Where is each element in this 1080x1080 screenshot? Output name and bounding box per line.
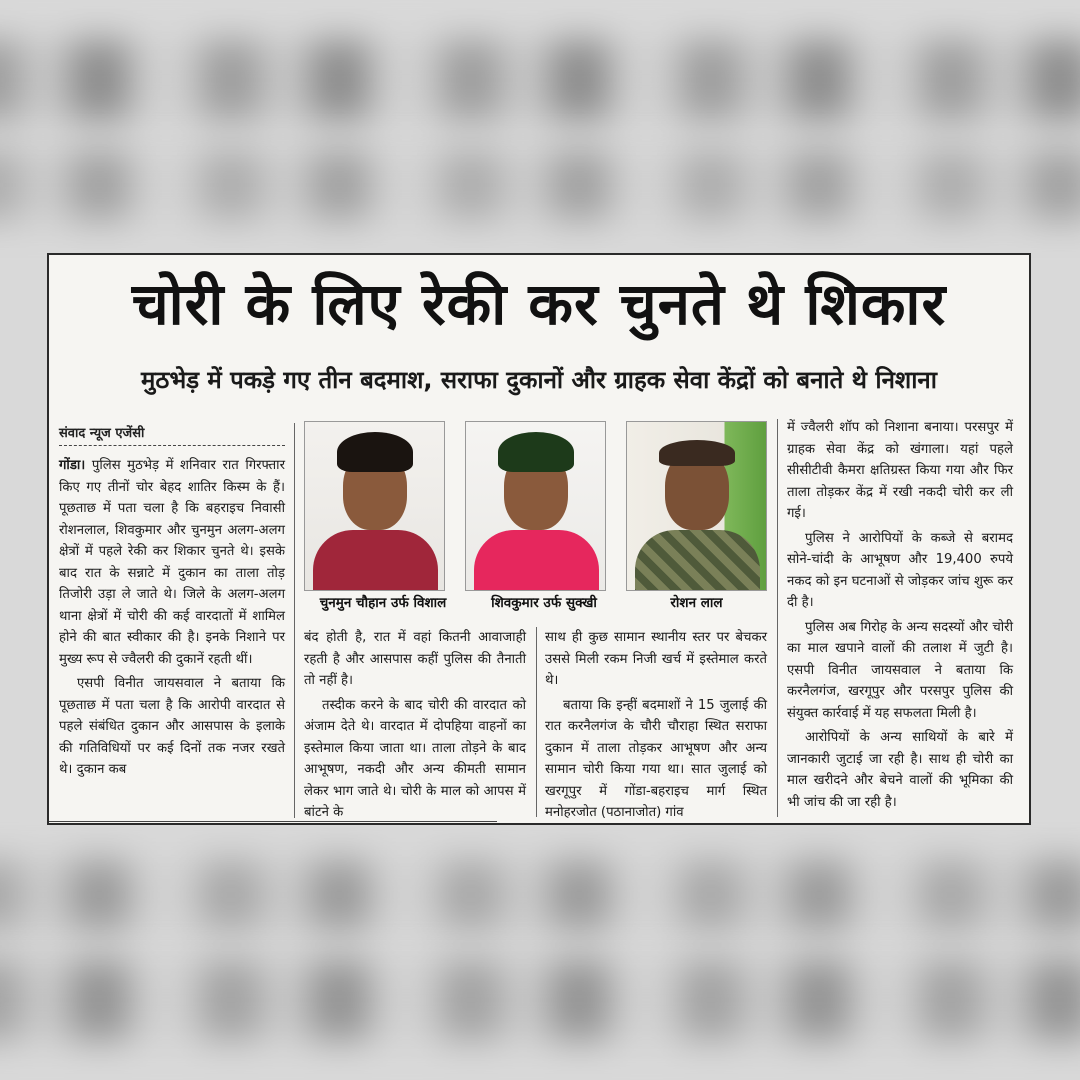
bottom-rule — [49, 821, 497, 822]
shirt-shape — [474, 530, 599, 591]
suspect-photo — [304, 421, 445, 591]
paragraph: तस्दीक करने के बाद चोरी की वारदात को अंजाम देते थे। वारदात में दोपहिया वाहनों का इस्तेमाल किया जाता था। ताला तोड़ने के बाद आभूषण, नकदी और अन्य कीमती सामान लेकर भाग जाते थे। चोरी के माल को आपस में बांटने के — [304, 697, 526, 820]
hair-shape — [659, 440, 735, 466]
suspect-photo — [626, 421, 767, 591]
paragraph: पुलिस ने आरोपियों के कब्जे से बरामद सोने-चांदी के आभूषण और 19,400 रुपये नकद को इन घटनाओं से जोड़कर जांच शुरू कर दी है। — [787, 530, 1013, 610]
shirt-shape — [313, 530, 438, 591]
article-column-1 — [59, 455, 285, 784]
paragraph: पुलिस अब गिरोह के अन्य सदस्यों और चोरी का माल खपाने वालों की तलाश में जुटी है। एसपी विनीत जायसवाल ने बताया कि करनैलगंज, खरगूपुर और परसपुर पुलिस की संयुक्त कार्रवाई में यह सफलता मिली है। — [787, 619, 1013, 721]
blurred-band — [0, 40, 1080, 120]
byline: संवाद न्यूज एजेंसी — [59, 423, 285, 446]
paragraph — [59, 455, 285, 670]
suspect-photo — [465, 421, 606, 591]
blurred-band — [0, 150, 1080, 220]
photo-caption: चुनमुन चौहान उर्फ विशाल — [319, 595, 447, 611]
shirt-shape — [635, 530, 760, 591]
photo-caption: रोशन लाल — [670, 595, 723, 611]
dateline: गोंडा। — [59, 458, 86, 473]
blurred-band — [0, 860, 1080, 930]
article-column-2 — [304, 627, 526, 825]
paragraph: आरोपियों के अन्य साथियों के बारे में जानकारी जुटाई जा रही है। साथ ही चोरी का माल खरीदने और बेचने वालों की भूमिका की भी जांच की जा रही है। — [787, 730, 1013, 810]
paragraph: बताया कि इन्हीं बदमाशों ने 15 जुलाई की रात करनैलगंज के चौरी चौराहा स्थित सराफा दुकान में ताला तोड़कर आभूषण और अन्य सामान चोरी किया गया था। सात जुलाई को खरगूपुर में गोंडा-बहराइच मार्ग स्थित मनोहरजोत (पठानाजोत) गांव — [545, 697, 767, 820]
paragraph-text: पुलिस मुठभेड़ में शनिवार रात गिरफ्तार किए गए तीनों चोर बेहद शातिर किस्म के हैं। पूछताछ में पता चला है कि बहराइच निवासी रोशनलाल, शिवकुमार और चुनमुन अलग-अलग क्षेत्रों में पहले रेकी कर शिकार चुनते थे। इसके बाद रात के सन्नाटे में दुकान का ताला तोड़ तिजोरी उड़ा ले जाते थे। जिले के अलग-अलग थाना क्षेत्रों में चोरी की कई वारदातों में शामिल होने की बात स्वीकार की है। इनके निशाने पर मुख्य रूप से ज्वैलरी की दुकानें रहती थीं। — [59, 458, 285, 667]
article-column-4 — [787, 417, 1013, 816]
photo-caption: शिवकुमार उर्फ सुक्खी — [491, 595, 597, 611]
article-column-3 — [545, 627, 767, 825]
hair-shape — [498, 432, 574, 472]
paragraph: में ज्वैलरी शॉप को निशाना बनाया। परसपुर में ग्राहक सेवा केंद्र को खंगाला। यहां पहले सीसीटीवी कैमरा क्षतिग्रस्त किया गया और फिर ताला तोड़कर केंद्र में रखी नकदी चोरी कर ली गई। — [787, 420, 1013, 521]
column-divider — [777, 419, 778, 817]
paragraph: बंद होती है, रात में वहां कितनी आवाजाही रहती है और आसपास कहीं पुलिस की तैनाती तो नहीं है। — [304, 630, 526, 688]
blurred-band — [0, 960, 1080, 1040]
headline: चोरी के लिए रेकी कर चुनते थे शिकार — [131, 270, 947, 338]
paragraph: साथ ही कुछ सामान स्थानीय स्तर पर बेचकर उससे मिली रकम निजी खर्च में इस्तेमाल करते थे। — [545, 630, 767, 688]
paragraph: एसपी विनीत जायसवाल ने बताया कि पूछताछ में पता चला है कि आरोपी वारदात से पहले संबंधित दुकान और आसपास के इलाके की गतिविधियों पर कई दिनों तक नजर रखते थे। दुकान कब — [59, 676, 285, 777]
hair-shape — [337, 432, 413, 472]
photo-strip — [304, 421, 768, 619]
column-divider — [536, 627, 537, 817]
subheadline: मुठभेड़ में पकड़े गए तीन बदमाश, सराफा दुकानों और ग्राहक सेवा केंद्रों को बनाते थे निशाना — [141, 366, 937, 394]
column-divider — [294, 423, 295, 818]
newspaper-clipping — [47, 253, 1031, 825]
